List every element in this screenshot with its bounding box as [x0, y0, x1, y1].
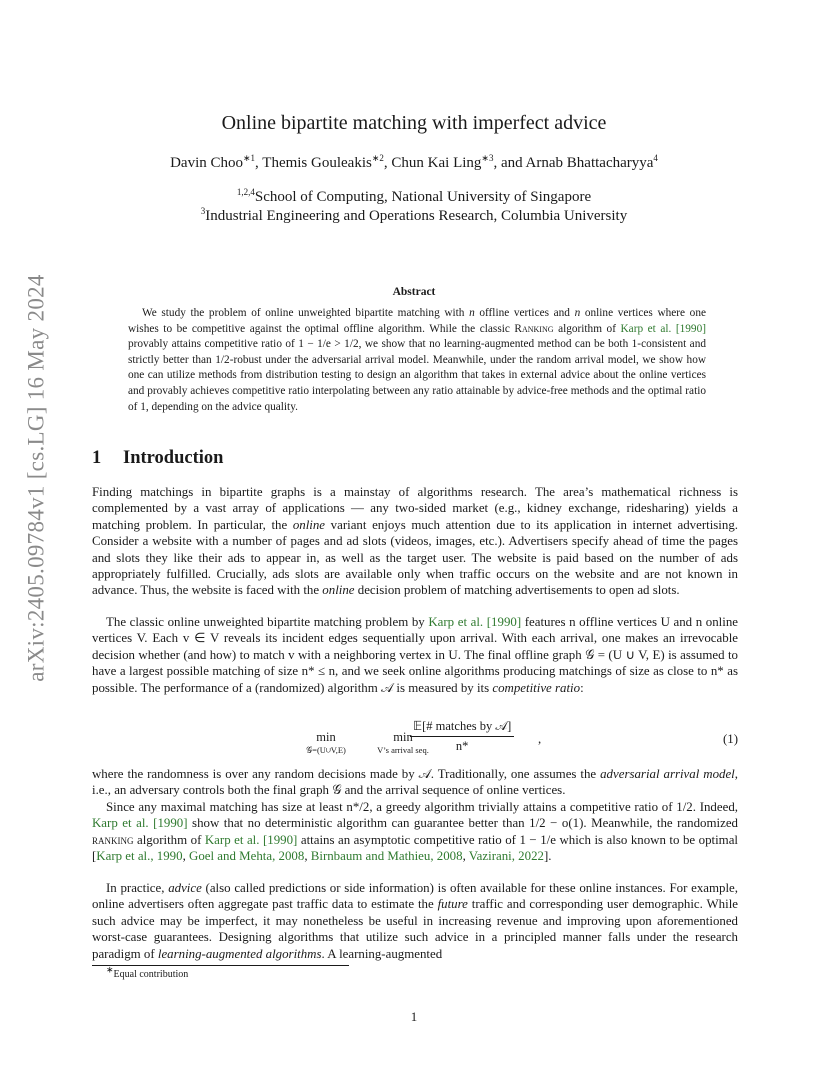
body-text: (also called predictions or side information) is often available for these online instances. For example, online advertisers often aggregate past traffic data to estimate the — [92, 881, 738, 912]
min-subscript: 𝒢=(U∪V,E) — [306, 745, 346, 755]
body-text: Since any maximal matching has size at least n*/2, a greedy algorithm trivially attains a competitive ratio of 1/2. Indeed, — [106, 800, 738, 814]
section-heading — [92, 448, 223, 469]
arxiv-id-text: arXiv:2405.09784v1 [cs.LG] 16 May 2024 — [24, 273, 49, 682]
min-operator — [282, 730, 370, 755]
arxiv-identifier — [8, 273, 66, 682]
min-label: min — [316, 730, 336, 744]
citation-link[interactable]: Vazirani, 2022 — [468, 849, 544, 864]
affiliation-text: School of Computing, National University of Singapore — [254, 189, 592, 205]
section-number: 1 — [92, 448, 102, 468]
abstract-text: offline vertices and — [474, 307, 575, 319]
citation-link[interactable]: Goel and Mehta, 2008 — [189, 849, 305, 864]
body-text: where the randomness is over any random decisions made by 𝒜. Traditionally, one assumes the — [92, 767, 601, 781]
intro-paragraph-2 — [92, 614, 738, 696]
math-var: n — [574, 307, 581, 319]
author-list — [0, 155, 828, 172]
abstract-body — [128, 306, 706, 415]
intro-paragraph-1 — [92, 484, 738, 599]
citation-link[interactable]: Karp et al. [1990] — [204, 832, 298, 847]
citation-link[interactable]: Karp et al., 1990 — [96, 849, 183, 864]
equation-number: (1) — [722, 732, 738, 746]
author-mark: ∗1 — [243, 153, 256, 163]
min-label: min — [393, 730, 413, 744]
author-separator: , — [383, 155, 392, 171]
footnote-text: Equal contribution — [113, 969, 189, 980]
body-text: ]. — [543, 849, 552, 864]
affiliation — [0, 189, 828, 206]
body-text: Finding matchings in bipartite graphs is a mainstay of algorithms research. The area’s mathematical richness is complemented by a vast array of applications — any two-sided market (e.g., kidney exchange, ridesharing) yields a matching problem. In particular, the — [92, 485, 738, 532]
paper-title: Online bipartite matching with imperfect advice — [221, 112, 607, 134]
body-text: The classic online unweighted bipartite matching problem by — [106, 615, 429, 629]
emphasis: online — [292, 517, 326, 532]
author-name: Themis Gouleakis — [262, 155, 372, 171]
citation-link[interactable]: Karp et al. [1990] — [92, 816, 188, 831]
emphasis: adversarial arrival model — [600, 767, 735, 781]
emphasis: learning-augmented algorithms — [157, 946, 322, 961]
paragraph-5 — [92, 880, 738, 962]
body-text: , i.e., an adversary controls both the final graph 𝒢 and the arrival sequence of online vertices. — [92, 767, 738, 798]
footnote — [106, 964, 189, 980]
math-var: n — [469, 307, 475, 319]
affiliation-text: Industrial Engineering and Operations Research, Columbia University — [205, 208, 628, 224]
equation-1 — [92, 718, 738, 762]
body-text: decision problem of matching advertisements to open ad slots. — [354, 583, 680, 598]
author-mark: 4 — [653, 153, 658, 163]
footnote-rule — [92, 965, 349, 966]
emphasis: future — [437, 897, 468, 912]
abstract-heading: Abstract — [392, 286, 436, 298]
numerator: 𝔼[# matches by 𝒜] — [410, 718, 514, 737]
body-text: features n offline vertices U and n online vertices V. Each v ∈ V reveals its incident edges sequentially upon arrival. With each arrival, one makes an irrevocable decision whether (and how) to match v with a neighboring vertex in U. The final offline graph 𝒢 = (U ∪ V, E) is assumed to have a largest possible matching of size n* ≤ n, and we seek online algorithms producing matchings of size as close to n* as possible. The performance of a (randomized) algorithm 𝒜 is measured by its — [92, 615, 738, 695]
body-text: In practice, — [106, 881, 169, 895]
emphasis: advice — [168, 881, 202, 895]
body-text: : — [580, 680, 584, 695]
min-subscript: V’s arrival seq. — [377, 745, 429, 755]
equation-punctuation: , — [538, 732, 542, 746]
author-name: Chun Kai Ling — [391, 155, 482, 171]
fraction — [410, 718, 514, 754]
author-name: Arnab Bhattacharyya — [525, 155, 654, 171]
author-name: Davin Choo — [170, 155, 243, 171]
citation-link[interactable]: Karp et al. [1990] — [428, 615, 522, 629]
body-text: algorithm of — [133, 832, 205, 847]
body-text: , — [182, 849, 190, 864]
abstract-text: provably attains competitive ratio of 1 − 1/e > 1/2, we show that no learning-augmented method can be both 1-consistent and strictly better than 1/2-robust under the adversarial arrival model. Meanwhile, under the random arrival model, we show how one can utilize methods from distribution testing to design an algorithm that takes in external advice about the online vertices and provably achieves competitive ratio interpolating between any ratio attainable by advice-free methods and the optimal ratio of 1, depending on the advice quality. — [128, 338, 706, 413]
body-text: variant enjoys much attention due to its application in internet advertising. Consider a website with a number of pages and ad slots (videos, images, etc.). Advertisers specify ahead of time the pages and slots they like their ads to appear in, as well as the target user. The website is paid based on the number of ads appropriately fulfilled. Crucially, ads slots are available only when traffic occurs on the website and are not known in advance. Thus, the website is faced with the — [92, 517, 739, 598]
paragraph-3 — [92, 766, 738, 799]
abstract-text: We study the problem of online unweighted bipartite matching with — [142, 307, 470, 319]
affiliation-mark: 1,2,4 — [236, 187, 255, 197]
body-text: attains an asymptotic competitive ratio of 1 − 1/e which is also known to be optimal [ — [92, 832, 739, 864]
abstract-text: online vertices where one wishes to be competitive against the optimal offline algorithm. While the classic — [128, 307, 706, 335]
author-separator: , and — [493, 155, 526, 171]
emphasis: online — [322, 583, 355, 598]
abstract-text: algorithm of — [553, 322, 621, 335]
author-separator: , — [255, 155, 263, 171]
emphasis: competitive ratio — [492, 680, 581, 695]
footnote-mark: ∗ — [106, 964, 114, 975]
body-text: , — [304, 849, 311, 864]
body-text: traffic and corresponding user demographic. While such advice may be imperfect, it may nonetheless be useful in increasing revenue and improving upon aforementioned worst-case guarantees. Designing algorithms that utilize such advice in a principled manner falls under the research paradigm of — [92, 897, 738, 961]
body-text: show that no deterministic algorithm can guarantee better than 1/2 − o(1). Meanwhile, the randomized — [187, 816, 738, 831]
author-mark: ∗2 — [371, 153, 384, 163]
page-number: 1 — [410, 1010, 418, 1024]
body-text: . A learning-augmented — [321, 946, 443, 961]
citation-link[interactable]: Birnbaum and Mathieu, 2008 — [310, 849, 463, 864]
denominator: n* — [455, 739, 469, 753]
body-text: , — [462, 849, 469, 864]
affiliation-mark: 3 — [200, 206, 206, 216]
algorithm-name: Ranking — [514, 322, 554, 335]
section-title: Introduction — [123, 448, 224, 468]
author-mark: ∗3 — [481, 153, 494, 163]
citation-link[interactable]: Karp et al. [1990] — [620, 322, 706, 335]
paragraph-4 — [92, 799, 738, 865]
algorithm-name: ranking — [92, 832, 134, 847]
affiliation — [0, 208, 828, 225]
